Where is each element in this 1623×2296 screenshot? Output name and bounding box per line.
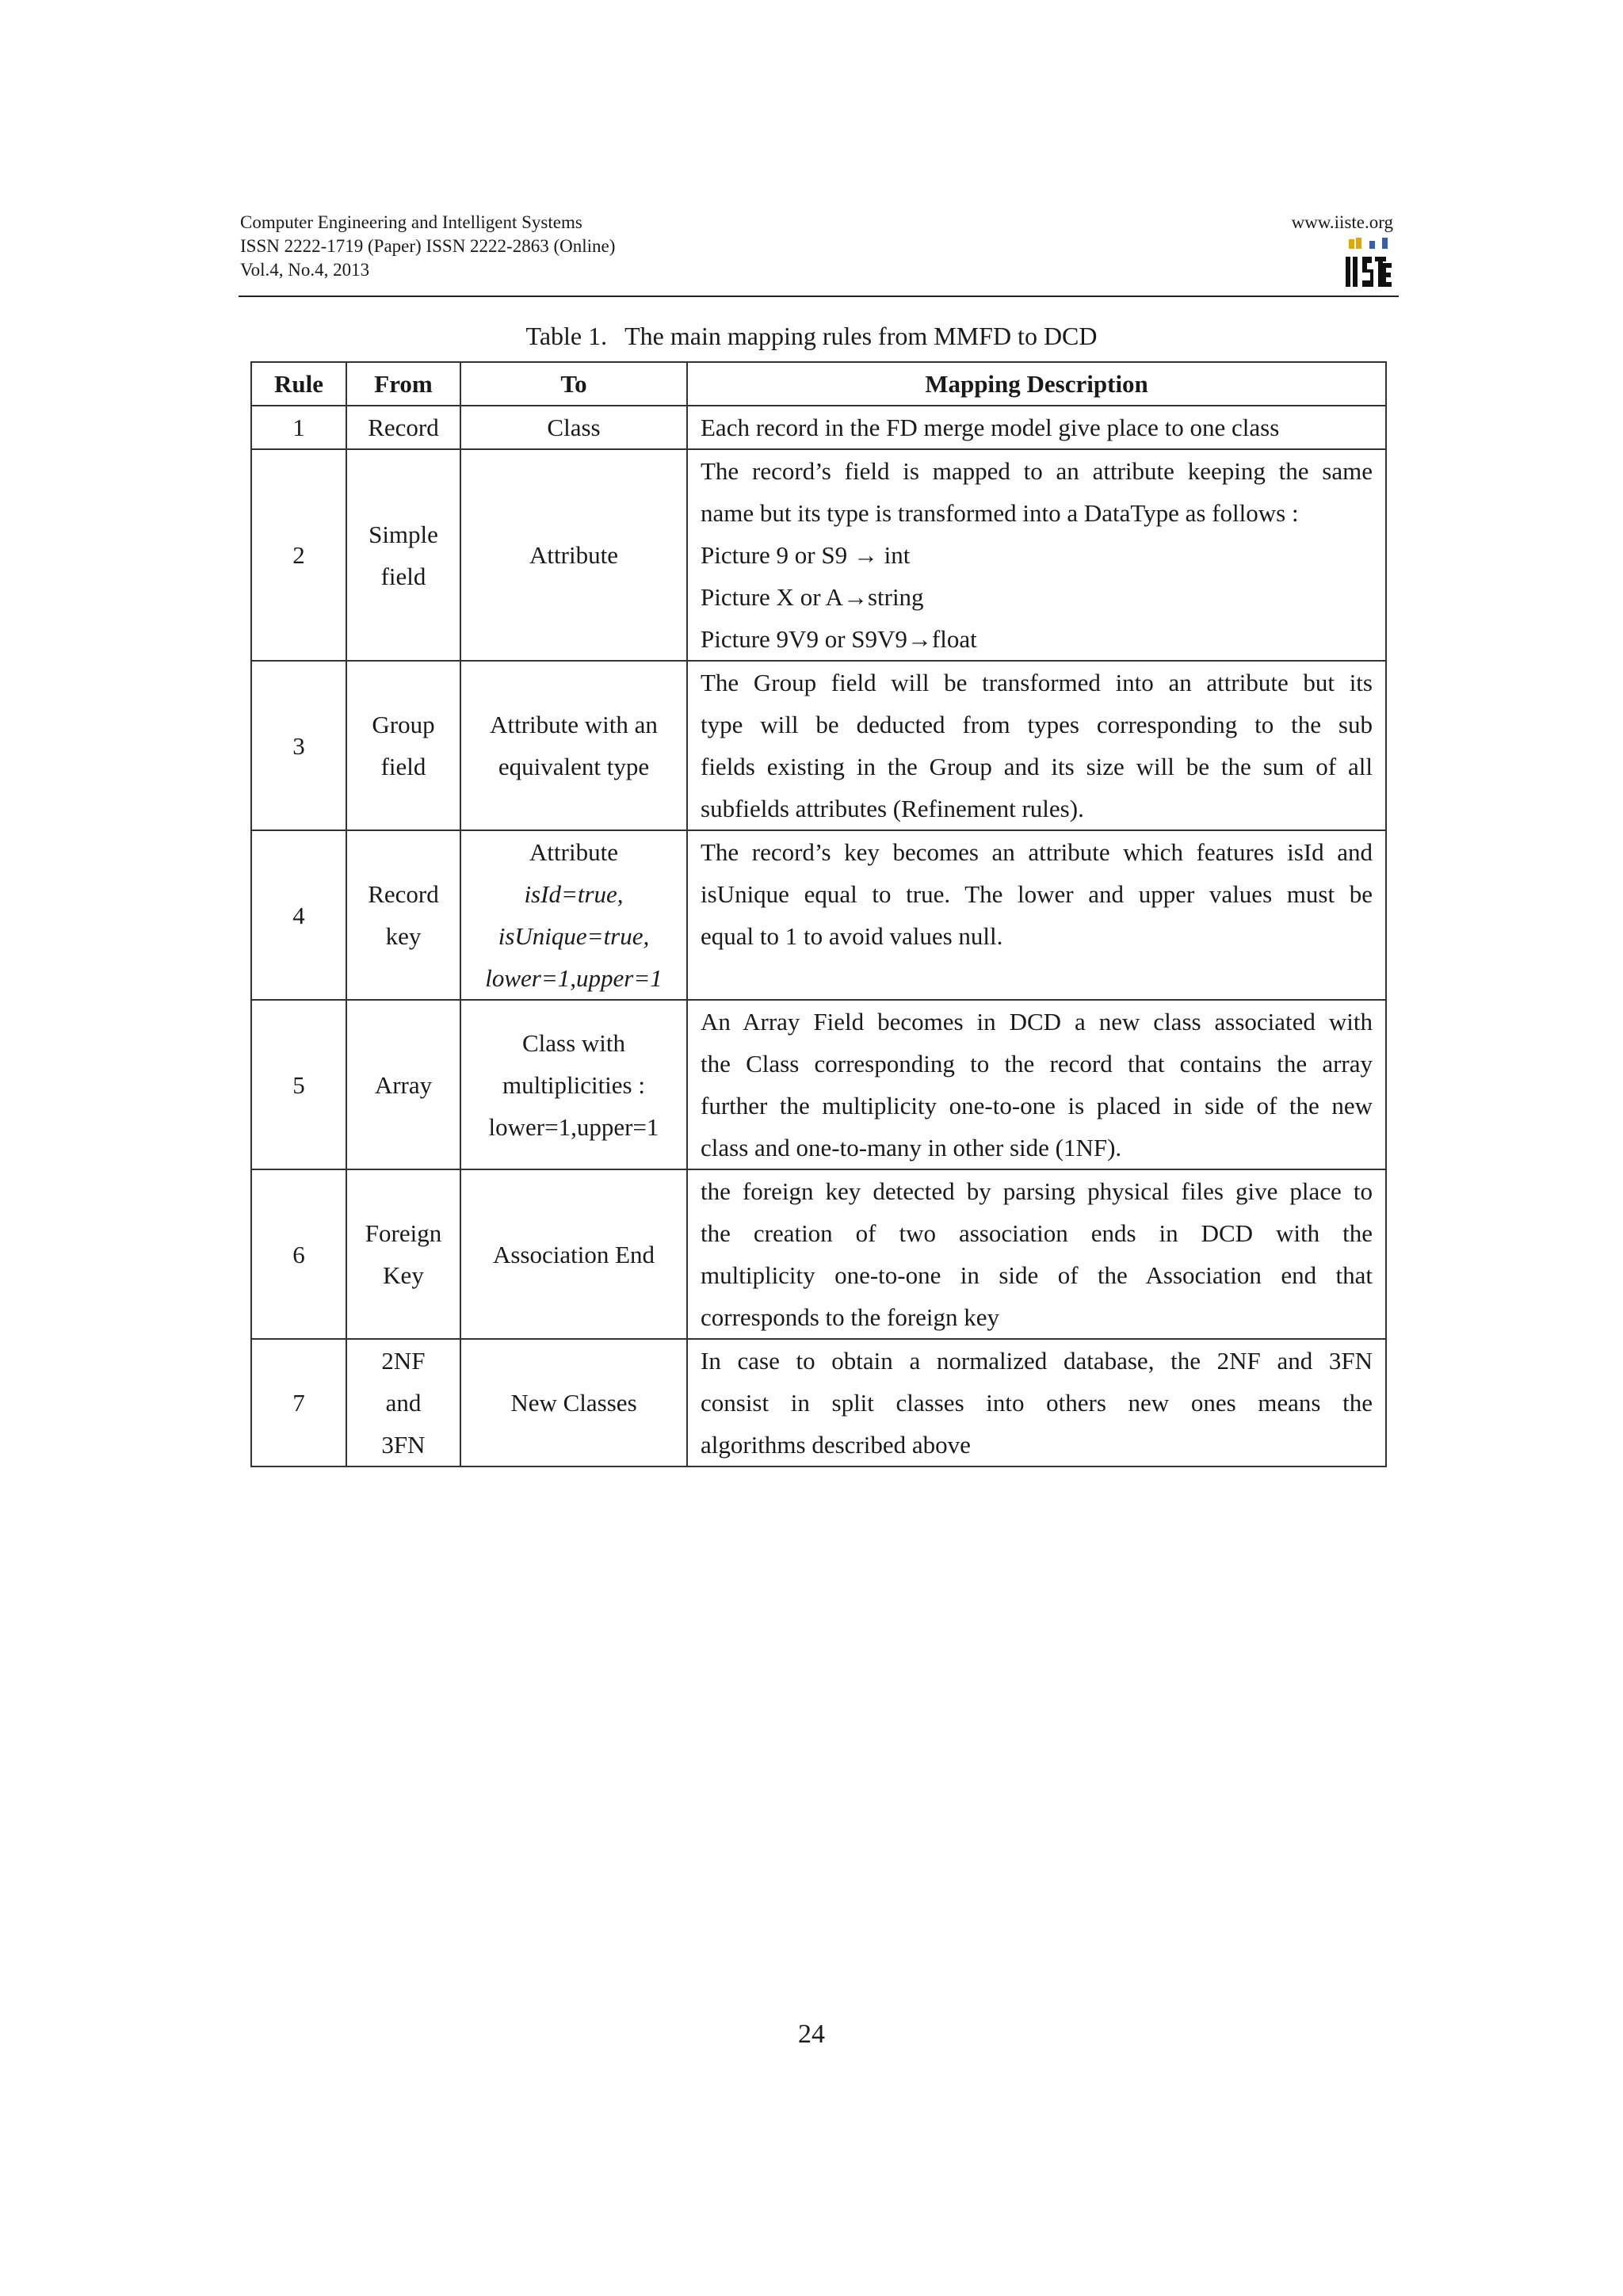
from-line: key <box>385 922 422 950</box>
description-cell <box>687 406 1386 449</box>
from-line: Record <box>368 414 439 441</box>
to-cell <box>460 830 687 1000</box>
from-line: and <box>385 1389 422 1417</box>
to-line: lower=1,upper=1 <box>485 964 663 992</box>
table-row <box>251 830 1386 1000</box>
from-line: Foreign <box>365 1219 442 1247</box>
from-cell <box>346 406 460 449</box>
table-header-row <box>251 362 1386 406</box>
description-cell <box>687 449 1386 661</box>
table-row <box>251 1169 1386 1339</box>
description-line: subfields attributes (Refinement rules). <box>701 795 1084 822</box>
description-line: Picture X or A→string <box>701 583 924 611</box>
header-from: From <box>346 362 460 406</box>
description-line: The record’s field is mapped to an attribute keeping the same <box>701 457 1373 485</box>
iiste-logo-icon <box>1342 236 1393 293</box>
description-line: multiplicity one-to-one in side of the Association end that <box>701 1261 1373 1289</box>
description-cell <box>687 1339 1386 1466</box>
table-row <box>251 661 1386 830</box>
description-line: class and one-to-many in other side (1NF). <box>701 1134 1122 1161</box>
description-line: In case to obtain a normalized database, the 2NF and 3FN <box>701 1347 1373 1375</box>
from-line: Array <box>374 1070 433 1099</box>
description-line: the foreign key detected by parsing physical files give place to <box>701 1177 1373 1205</box>
from-cell <box>346 1169 460 1339</box>
table-caption-number: Table 1. <box>525 322 608 350</box>
description-cell <box>687 1000 1386 1169</box>
description-line: Picture 9V9 or S9V9→float <box>701 625 977 653</box>
to-line: Class with <box>521 1028 626 1057</box>
from-line: Group <box>372 711 435 738</box>
from-cell <box>346 661 460 830</box>
description-cell <box>687 830 1386 1000</box>
table-row <box>251 1339 1386 1466</box>
to-line: Attribute with an <box>490 711 658 738</box>
to-cell <box>460 406 687 449</box>
from-cell <box>346 830 460 1000</box>
description-line: Picture 9 or S9 → int <box>701 541 911 569</box>
from-line: Simple <box>369 520 438 548</box>
description-line: further the multiplicity one-to-one is placed in side of the new <box>701 1092 1373 1119</box>
table-caption <box>0 320 1623 352</box>
mapping-rules-table <box>250 361 1387 1467</box>
to-line: Class <box>547 414 601 441</box>
to-line: Attribute <box>529 838 618 866</box>
description-line: Each record in the FD merge model give place to one class <box>701 414 1280 441</box>
to-cell <box>460 1339 687 1466</box>
to-cell <box>460 661 687 830</box>
from-cell <box>346 449 460 661</box>
description-line: equal to 1 to avoid values null. <box>701 922 1003 950</box>
description-line: The record’s key becomes an attribute which features isId and <box>701 838 1373 866</box>
description-line: consist in split classes into others new ones means the <box>701 1389 1373 1417</box>
rule-number: 4 <box>251 830 346 1000</box>
rule-number: 3 <box>251 661 346 830</box>
rule-number: 1 <box>251 406 346 449</box>
description-line: The Group field will be transformed into an attribute but its <box>701 669 1373 696</box>
to-line: multiplicities : <box>502 1070 645 1099</box>
header-rule: Rule <box>251 362 346 406</box>
journal-volume: Vol.4, No.4, 2013 <box>240 260 370 280</box>
description-cell <box>687 1169 1386 1339</box>
description-line: algorithms described above <box>701 1431 971 1459</box>
journal-header <box>240 211 615 282</box>
to-line: Attribute <box>529 541 618 569</box>
rule-number: 5 <box>251 1000 346 1169</box>
journal-website: www.iiste.org <box>1291 212 1393 232</box>
description-line: An Array Field becomes in DCD a new class associated with <box>701 1008 1373 1035</box>
to-line: equivalent type <box>498 753 650 780</box>
from-line: field <box>380 753 426 780</box>
header-divider <box>239 296 1399 297</box>
table-row <box>251 449 1386 661</box>
description-cell <box>687 661 1386 830</box>
to-cell <box>460 449 687 661</box>
from-line: Key <box>383 1261 424 1289</box>
description-line: isUnique equal to true. The lower and upper values must be <box>701 880 1373 908</box>
journal-issn: ISSN 2222-1719 (Paper) ISSN 2222-2863 (Online) <box>240 236 616 256</box>
description-line: fields existing in the Group and its size will be the sum of all <box>701 753 1373 780</box>
from-line: Record <box>368 880 439 908</box>
rule-number: 7 <box>251 1339 346 1466</box>
to-line: lower=1,upper=1 <box>488 1112 659 1141</box>
from-line: 3FN <box>381 1431 426 1459</box>
rule-number: 6 <box>251 1169 346 1339</box>
table-caption-title: The main mapping rules from MMFD to DCD <box>624 322 1098 350</box>
header-to: To <box>460 362 687 406</box>
description-line: name but its type is transformed into a DataType as follows : <box>701 499 1299 527</box>
to-cell <box>460 1169 687 1339</box>
table-row <box>251 1000 1386 1169</box>
description-line: the Class corresponding to the record that contains the array <box>701 1050 1373 1077</box>
rule-number: 2 <box>251 449 346 661</box>
header-mapping-description: Mapping Description <box>687 362 1386 406</box>
to-line: New Classes <box>510 1389 637 1417</box>
from-line: 2NF <box>381 1347 426 1375</box>
journal-title: Computer Engineering and Intelligent Systems <box>240 212 582 232</box>
description-line: type will be deducted from types corresponding to the sub <box>701 711 1373 738</box>
from-cell <box>346 1339 460 1466</box>
description-line: the creation of two association ends in DCD with the <box>701 1219 1373 1247</box>
to-line: isUnique=true, <box>498 922 650 950</box>
page-number: 24 <box>798 2019 825 2049</box>
from-line: field <box>380 562 426 590</box>
to-line: Association End <box>492 1240 655 1268</box>
table-row <box>251 406 1386 449</box>
to-cell <box>460 1000 687 1169</box>
description-line: corresponds to the foreign key <box>701 1303 1000 1331</box>
to-line: isId=true, <box>524 880 624 908</box>
from-cell <box>346 1000 460 1169</box>
